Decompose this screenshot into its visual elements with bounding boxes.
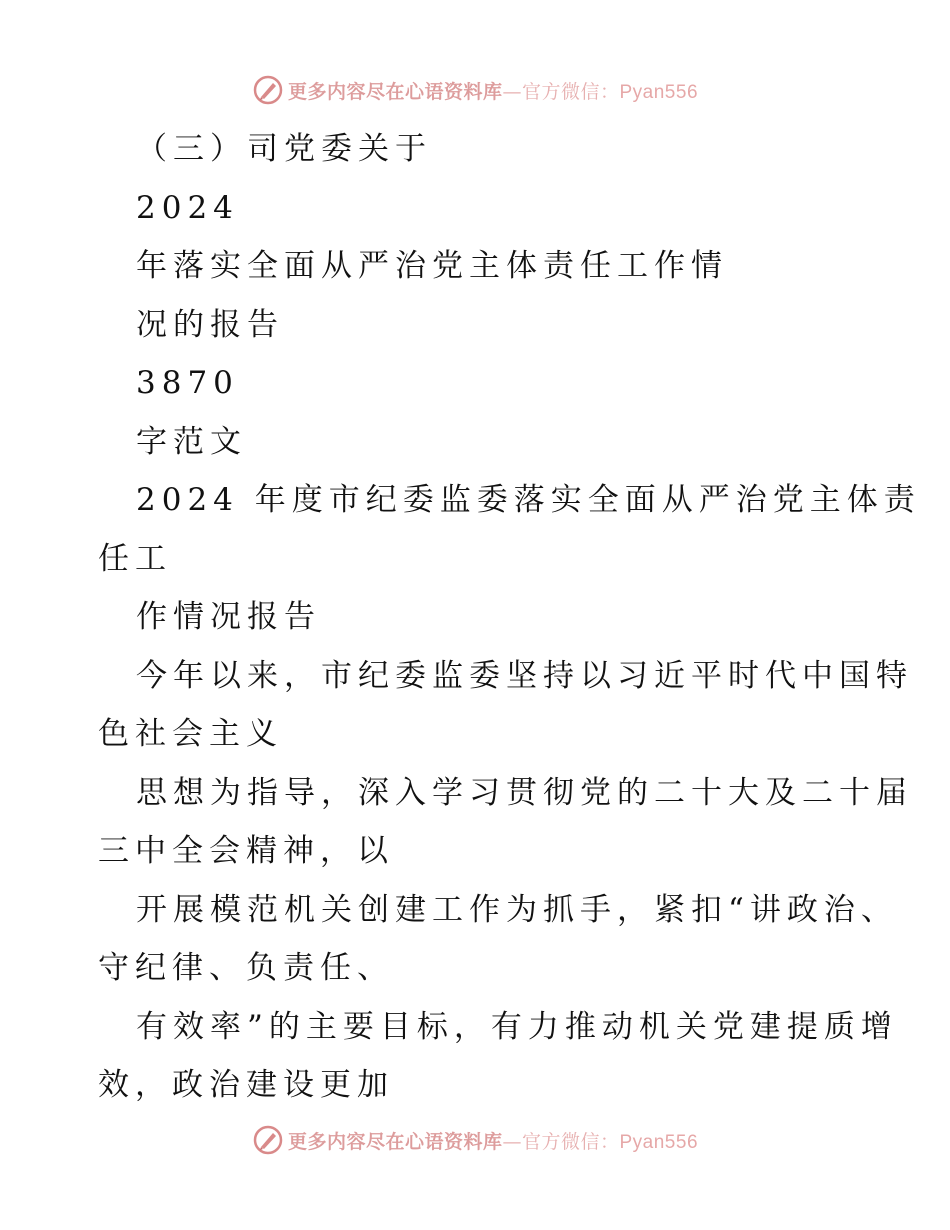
text-line: 字范文 [136, 423, 247, 460]
text-line: 3870 [136, 365, 239, 401]
watermark-text [288, 77, 698, 104]
text-line: 作情况报告 [136, 599, 321, 635]
header-watermark [0, 70, 950, 110]
pen-logo-icon [252, 1124, 284, 1156]
watermark-text [288, 1127, 698, 1154]
watermark-main: 更多内容尽在心语资料库 [287, 1130, 503, 1153]
text-line: 效，政治建设更加 [98, 1067, 394, 1103]
text-line: 三中全会精神，以 [98, 833, 394, 869]
watermark-sub: 官方微信： [521, 1130, 620, 1153]
watermark-id: Pyan556 [619, 81, 699, 103]
text-line: 守纪律、负责任、 [98, 950, 394, 986]
footer-watermark [0, 1120, 950, 1160]
watermark-id: Pyan556 [619, 1131, 699, 1153]
text-line: 色社会主义 [98, 716, 283, 752]
watermark-dash: — [502, 1130, 522, 1153]
text-line: 开展模范机关创建工作为抓手，紧扣“讲政治、 [136, 891, 898, 928]
text-line: 2024 年度市纪委监委落实全面从严治党主体责 [136, 482, 921, 518]
text-line: 今年以来，市纪委监委坚持以习近平时代中国特 [136, 657, 913, 694]
text-line: 任工 [98, 540, 172, 577]
text-line: （三）司党委关于 [136, 131, 432, 167]
text-line: 况的报告 [136, 306, 284, 343]
text-line: 2024 [136, 189, 239, 226]
watermark-sub: 官方微信： [521, 80, 620, 103]
text-line: 年落实全面从严治党主体责任工作情 [136, 248, 728, 284]
watermark-dash: — [502, 80, 522, 103]
text-line: 思想为指导，深入学习贯彻党的二十大及二十届 [136, 774, 913, 811]
document-body [98, 120, 921, 1115]
pen-logo-icon [252, 74, 284, 106]
watermark-main: 更多内容尽在心语资料库 [287, 80, 503, 103]
text-line: 有效率”的主要目标，有力推动机关党建提质增 [136, 1008, 898, 1045]
